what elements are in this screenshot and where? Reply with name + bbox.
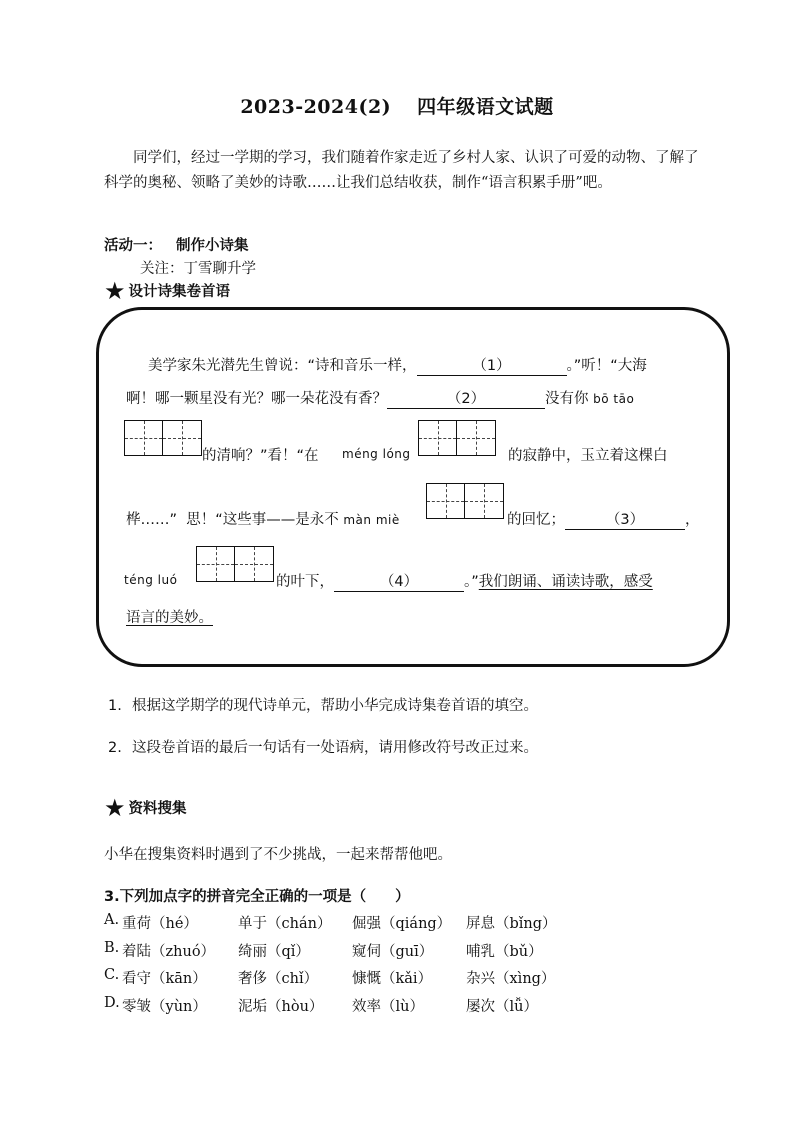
option-item: 哺乳（bǔ） bbox=[466, 944, 543, 960]
title-name: 四年级语文试题 bbox=[417, 96, 554, 118]
passage-line-6: 语言的美妙。 bbox=[126, 610, 213, 626]
blank-4[interactable]: （4） bbox=[334, 570, 464, 592]
option-item: 倔强（qiáng） bbox=[352, 916, 452, 932]
char-grid-manmie[interactable] bbox=[426, 483, 504, 519]
option-item: 看守（kān） bbox=[122, 971, 207, 987]
char-grid-menglong[interactable] bbox=[418, 420, 496, 456]
option-item: 屡次（lǚ） bbox=[466, 999, 538, 1015]
option-item: 单于（chán） bbox=[238, 916, 332, 932]
pinyin-manmie: màn miè bbox=[343, 513, 400, 527]
question-1: 1. 根据这学期学的现代诗单元，帮助小华完成诗集卷首语的填空。 bbox=[108, 698, 538, 714]
char-grid-botao[interactable] bbox=[124, 420, 202, 456]
option-item: 效率（lù） bbox=[352, 999, 424, 1015]
intro-paragraph: 同学们，经过一学期的学习，我们随着作家走近了乡村人家、认识了可爱的动物、了解了科学的奥秘、领略了美妙的诗歌……让我们总结收获，制作“语言积累手册”吧。 bbox=[104, 150, 699, 191]
passage-line-2: 啊！哪一颗星没有光？哪一朵花没有香？ （2） 没有你 bō tāo bbox=[126, 387, 634, 409]
option-item: 慷慨（kǎi） bbox=[352, 971, 433, 987]
activity-heading: 活动一： 制作小诗集 bbox=[104, 238, 249, 254]
option-item: 着陆（zhuó） bbox=[122, 944, 216, 960]
passage-line-5: 的叶下， （4） 。”我们朗诵、诵读诗歌，感受 bbox=[276, 570, 653, 592]
option-item: 窥伺（guī） bbox=[352, 944, 434, 960]
passage-line-3a: 的清响？”看！“在 bbox=[202, 448, 319, 464]
option-item: 绮丽（qǐ） bbox=[238, 944, 310, 960]
pinyin-tengluo: téng luó bbox=[124, 573, 178, 587]
blank-3[interactable]: （3） bbox=[565, 508, 685, 530]
question-2: 2. 这段卷首语的最后一句话有一处语病，请用修改符号改正过来。 bbox=[108, 740, 538, 756]
option-item: 奢侈（chǐ） bbox=[238, 971, 319, 987]
passage-line-3b: 的寂静中，玉立着这棵白 bbox=[508, 448, 668, 464]
option-item: 零皱（yùn） bbox=[122, 999, 207, 1015]
section-heading-preface: ★ 设计诗集卷首语 bbox=[104, 276, 231, 305]
char-grid-tengluo[interactable] bbox=[196, 546, 274, 582]
pinyin-menglong: méng lóng bbox=[342, 447, 411, 461]
passage-line-1: 美学家朱光潜先生曾说：“诗和音乐一样， （1） 。”听！“大海 bbox=[148, 354, 647, 376]
option-item: 屏息（bǐng） bbox=[466, 916, 557, 932]
follow-note: 关注：丁雪聊升学 bbox=[140, 261, 256, 277]
section-heading-research: ★ 资料搜集 bbox=[104, 793, 187, 822]
option-item: 重荷（hé） bbox=[122, 916, 198, 932]
section-intro: 小华在搜集资料时遇到了不少挑战，一起来帮帮他吧。 bbox=[104, 847, 452, 863]
star-icon: ★ bbox=[104, 276, 126, 305]
passage-line-4a: 桦……” 思！“这些事——是永不 màn miè bbox=[126, 512, 400, 528]
pinyin-botao: bō tāo bbox=[593, 392, 635, 406]
option-item: 杂兴（xìng） bbox=[466, 971, 556, 987]
option-item: 泥垢（hòu） bbox=[238, 999, 324, 1015]
passage-line-4b: 的回忆； （3） ， bbox=[507, 508, 700, 530]
blank-1[interactable]: （1） bbox=[417, 354, 567, 376]
star-icon: ★ bbox=[104, 793, 126, 822]
page-title bbox=[0, 92, 794, 119]
question-3-stem: 3.下列加点字的拼音完全正确的一项是（ ） bbox=[104, 889, 410, 905]
blank-2[interactable]: （2） bbox=[387, 387, 545, 409]
title-year: 2023-2024(2) bbox=[240, 96, 392, 118]
